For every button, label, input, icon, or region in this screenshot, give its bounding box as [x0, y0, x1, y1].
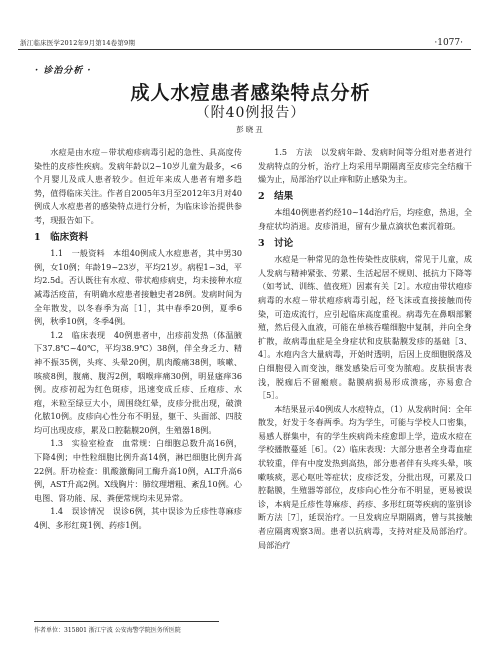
page-number: ·1077· [434, 38, 463, 48]
paragraph-clinical-manifestation: 1.2 临床表现 40例患者中，出疹前发热（体温腋下37.8℃~40℃，平均38.9℃）38例，伴全身乏力、精神不振35例，头疼、头晕20例，肌肉酸痛38例，咳嗽、咳痰8例，腹痛、腹泻2例，咽喉痒痛30例，明显瘙痒36例。皮疹初起为红色斑疹，迅速变成丘疹、丘疱疹、水疱，米粒至绿豆大小，周围绕红晕，皮疹分批出现，破溃化脓10例。皮疹向心性分布不明显，躯干、头面部、四肢均可出现皮疹，累及口腔黏膜20例，生殖器18例。 [34, 329, 242, 435]
header-rule [18, 49, 471, 50]
author-affiliation: 作者单位：315801 浙江宁波 公安海警学院医务所医院 [34, 627, 181, 634]
paragraph-results: 本组40例患者约经10~14d治疗后，均痊愈，热退，全身症状均消退。皮疹消退，留有少量点滴状色素沉着斑。 [258, 207, 472, 231]
journal-name: 浙江临床医学2012年9月第14卷第9期 [20, 39, 136, 47]
paragraph-discussion-1: 水痘是一种常见的急性传染性皮肤病，常见于儿童，成人发病与精神紧张、劳累、生活起居不规则、抵抗力下降等（如考试、训练、值夜班）因素有关［2］。水痘由带状疱疹病毒的水痘－带状疱疹病毒引起，经飞沫或直接接触而传染，可造成流行，应引起临床高度重视。病毒先在鼻咽部繁殖，然后侵入血液，可能在单核吞噬细胞中复制，并向全身扩散，故病毒血症是全身症状和皮肤黏膜发疹的基础［3、4］。水疱内含大量病毒，开始时透明，后因上皮细胞脱落及白细胞侵入而变浊，继发感染后可变为脓疱。皮肤损害表浅，脱痂后不留瘢痕。黏膜病损易形成溃疡，亦易愈合［5］。 [258, 254, 472, 401]
paragraph-lab-tests: 1.3 实验室检查 血常规：白细胞总数升高16例，下降4例；中性粒细胞比例升高14例，淋巴细胞比例升高22例。肝功检查：肌酸激酶同工酶升高10例，ALT升高6例，AST升高2例。X线胸片：肺纹理增粗、紊乱10例。心电图、肾功能、尿、粪便常规均未见异常。 [34, 438, 242, 503]
section-heading-clinical-data: 1 临床资料 [34, 231, 89, 243]
left-column [34, 146, 242, 533]
article-subtitle: （附40例报告） [195, 105, 306, 121]
author: 彭晓丑 [236, 125, 265, 134]
section-heading-results: 2 结果 [258, 190, 294, 202]
paragraph-method: 1.5 方法 以发病年龄、发病时间等分组对患者进行发病特点的分析，治疗上均采用早期隔离至皮疹完全结痂干燥为止，局部治疗以止痒和防止感染为主。 [258, 147, 472, 185]
paragraph-misdiagnosis: 1.4 误诊情况 误诊6例，其中误诊为丘疹性荨麻疹4例、多形红斑1例、药疹1例。 [34, 506, 242, 531]
paragraph-discussion-2: 本结果显示40例成人水痘特点，（1）从发病时间：全年散发，好发于冬春两季。均为学生，可能与学校人口密集，易感人群集中，有的学生疾病尚未痊愈即上学，造成水痘在学校播散蔓延［6］。（2）临床表现：大部分患者全身毒血症状较重，伴有中度发热到高热，部分患者伴有头疼头晕，咳嗽咳痰，恶心呕吐等症状；皮疹泛发，分批出现，可累及口腔黏膜，生殖器等部位，皮疹向心性分布不明显，更易被误诊，本病是丘疹性荨麻疹、药疹、多形红斑等疾病的鉴别诊断方法［7］，延误治疗。一旦发病应早期隔离，曾与其接触者应隔离观察3周。患者以抗病毒，支持对症及局部治疗。局部治疗 [258, 403, 472, 550]
footer-rule [34, 621, 219, 622]
paragraph-general-data: 1.1 一般资料 本组40例成人水痘患者，其中男30例，女10例；年龄19~23岁，平均21岁。病程1~3d，平均2.5d。否认既往有水痘、带状疱疹病史，均未接种水痘减毒活疫苗，有明确水痘患者接触史者28例。发病时间为全年散发，以冬春季为高［1］，其中春季20例，夏季6例，秋季10例，冬季4例。 [34, 248, 242, 327]
intro-paragraph: 水痘是由水痘－带状疱疹病毒引起的急性、具高度传染性的皮疹性疾病。发病年龄以2~10岁儿童为最多，<6个月婴儿及成人患者较少。但近年来成人患者有增多趋势，值得临床关注。作者自2005年3月至2012年3月对40例成人水痘患者的感染特点进行分析，为临床诊治提供参考，现报告如下。 [34, 147, 242, 225]
section-heading-discussion: 3 讨论 [258, 237, 294, 249]
article-title: 成人水痘患者感染特点分析 [130, 82, 371, 104]
right-column [258, 146, 472, 552]
section-tag: · 诊治分析 · [35, 66, 92, 76]
